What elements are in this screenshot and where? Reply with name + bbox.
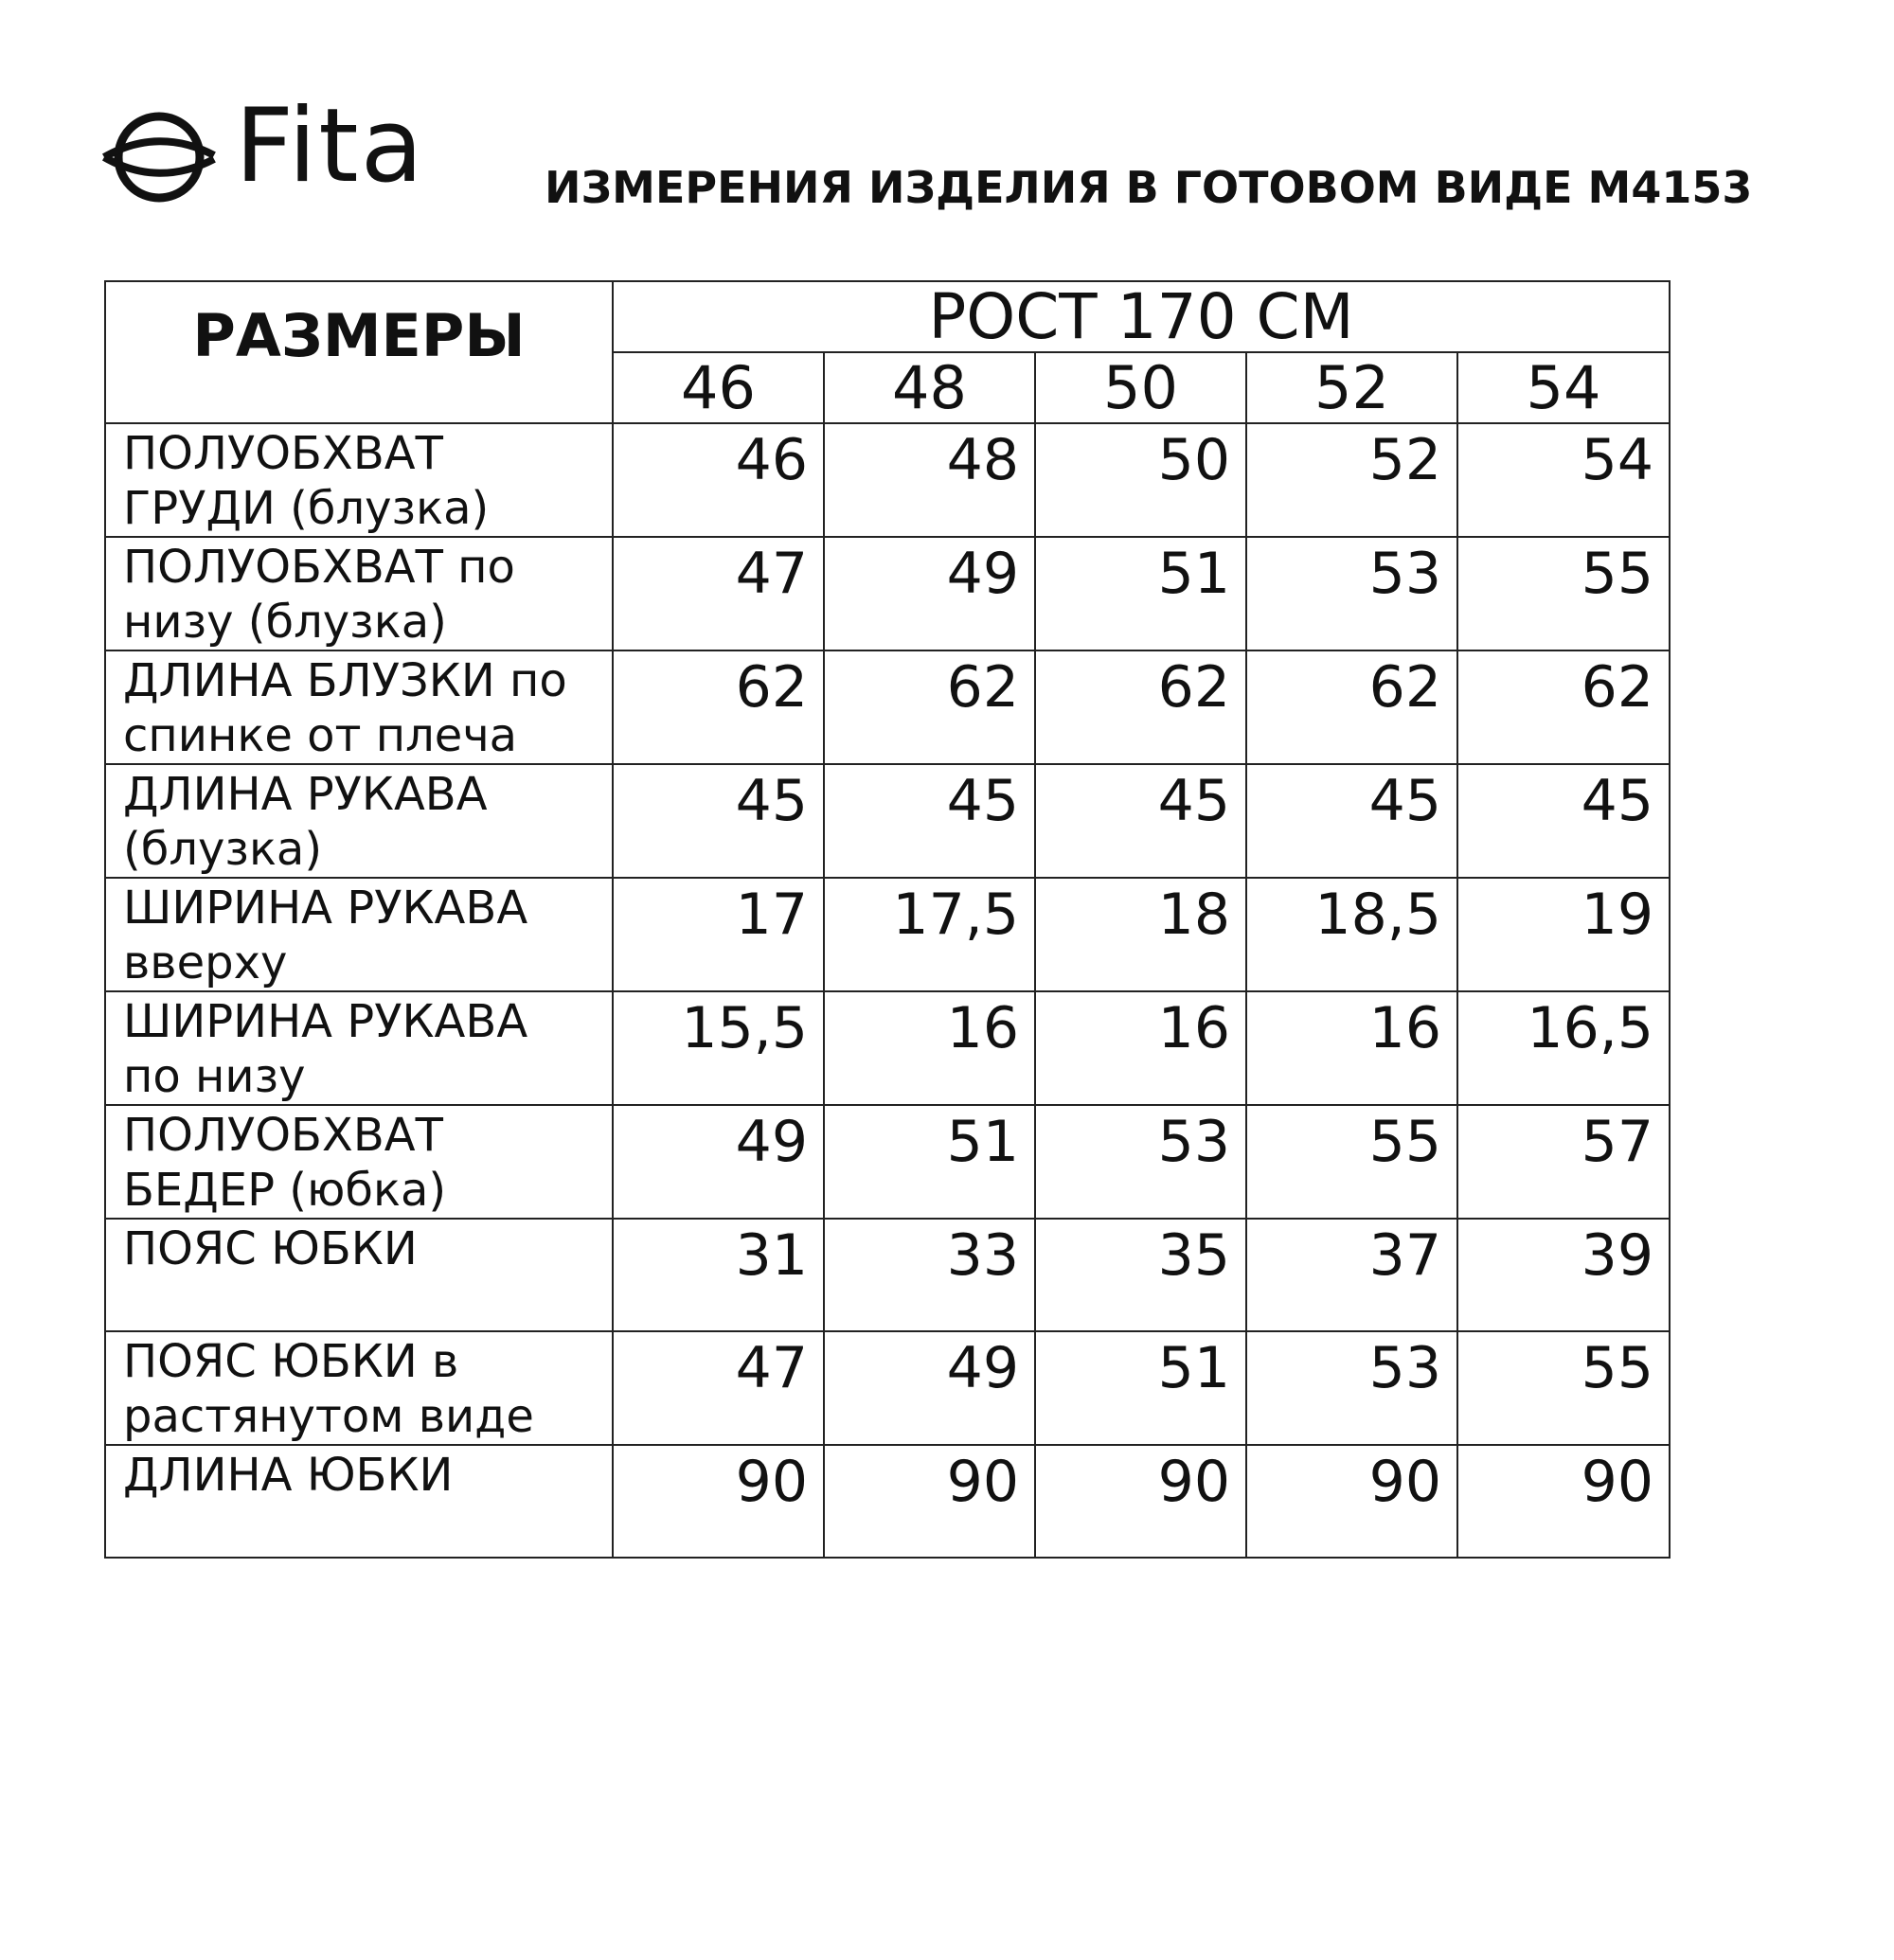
measurement-value: 53	[1035, 1105, 1246, 1219]
size-column-header: 48	[824, 352, 1035, 423]
measurement-value: 49	[824, 537, 1035, 650]
measurement-label: ДЛИНА БЛУЗКИ по спинке от плеча	[105, 650, 613, 764]
measurement-value: 51	[824, 1105, 1035, 1219]
measurement-value: 62	[613, 650, 824, 764]
table-row	[105, 764, 1670, 878]
measurement-label: ПОЯС ЮБКИ в растянутом виде	[105, 1331, 613, 1445]
measurement-label: ДЛИНА ЮБКИ	[105, 1445, 613, 1558]
measurement-value: 45	[1457, 764, 1670, 878]
measurement-value: 57	[1457, 1105, 1670, 1219]
size-column-header: 46	[613, 352, 824, 423]
fita-theta-logo-icon	[102, 104, 225, 208]
measurement-value: 62	[824, 650, 1035, 764]
measurement-value: 51	[1035, 537, 1246, 650]
document-title: ИЗМЕРЕНИЯ ИЗДЕЛИЯ В ГОТОВОМ ВИДЕ М4153	[545, 162, 1753, 213]
measurement-value: 90	[613, 1445, 824, 1558]
measurement-label: ДЛИНА РУКАВА (блузка)	[105, 764, 613, 878]
measurement-value: 17,5	[824, 878, 1035, 991]
brand-name: Fita	[235, 87, 425, 205]
measurement-value: 16,5	[1457, 991, 1670, 1105]
measurement-value: 51	[1035, 1331, 1246, 1445]
measurement-value: 49	[613, 1105, 824, 1219]
measurement-value: 55	[1457, 537, 1670, 650]
table-row	[105, 1219, 1670, 1331]
measurement-value: 35	[1035, 1219, 1246, 1331]
measurement-value: 52	[1246, 423, 1457, 537]
measurement-label: ПОЯС ЮБКИ	[105, 1219, 613, 1331]
measurement-value: 53	[1246, 1331, 1457, 1445]
size-column-header: 52	[1246, 352, 1457, 423]
brand-logo	[102, 87, 425, 208]
measurement-value: 49	[824, 1331, 1035, 1445]
measurement-value: 90	[1457, 1445, 1670, 1558]
measurement-value: 45	[1246, 764, 1457, 878]
table-row	[105, 1445, 1670, 1558]
measurement-value: 45	[824, 764, 1035, 878]
sizes-header-cell	[105, 281, 613, 423]
measurement-label: ШИРИНА РУКАВА по низу	[105, 991, 613, 1105]
measurement-value: 55	[1457, 1331, 1670, 1445]
measurement-value: 90	[824, 1445, 1035, 1558]
table-row	[105, 991, 1670, 1105]
sizes-header-label: РАЗМЕРЫ	[192, 301, 526, 370]
measurement-value: 55	[1246, 1105, 1457, 1219]
measurement-value: 33	[824, 1219, 1035, 1331]
measurement-value: 47	[613, 1331, 824, 1445]
measurement-label: ПОЛУОБХВАТ ГРУДИ (блузка)	[105, 423, 613, 537]
measurement-value: 18,5	[1246, 878, 1457, 991]
measurement-value: 62	[1035, 650, 1246, 764]
table-header-row	[105, 281, 1670, 352]
measurement-value: 37	[1246, 1219, 1457, 1331]
measurement-value: 53	[1246, 537, 1457, 650]
measurement-value: 45	[613, 764, 824, 878]
measurement-value: 62	[1246, 650, 1457, 764]
measurement-value: 39	[1457, 1219, 1670, 1331]
measurement-value: 16	[1246, 991, 1457, 1105]
measurement-value: 90	[1035, 1445, 1246, 1558]
table-row	[105, 1331, 1670, 1445]
measurement-value: 31	[613, 1219, 824, 1331]
measurement-value: 17	[613, 878, 824, 991]
measurement-value: 16	[824, 991, 1035, 1105]
measurement-value: 46	[613, 423, 824, 537]
measurement-value: 15,5	[613, 991, 824, 1105]
size-column-header: 54	[1457, 352, 1670, 423]
measurement-value: 19	[1457, 878, 1670, 991]
table-row	[105, 878, 1670, 991]
table-row	[105, 650, 1670, 764]
measurement-label: ПОЛУОБХВАТ БЕДЕР (юбка)	[105, 1105, 613, 1219]
size-column-header: 50	[1035, 352, 1246, 423]
table-row	[105, 1105, 1670, 1219]
measurement-value: 18	[1035, 878, 1246, 991]
table-row	[105, 423, 1670, 537]
measurement-value: 50	[1035, 423, 1246, 537]
size-chart-table	[104, 280, 1671, 1559]
measurement-value: 54	[1457, 423, 1670, 537]
measurement-label: ШИРИНА РУКАВА вверху	[105, 878, 613, 991]
measurement-value: 62	[1457, 650, 1670, 764]
measurement-value: 45	[1035, 764, 1246, 878]
measurement-value: 48	[824, 423, 1035, 537]
table-row	[105, 537, 1670, 650]
measurement-value: 16	[1035, 991, 1246, 1105]
measurement-label: ПОЛУОБХВАТ по низу (блузка)	[105, 537, 613, 650]
measurement-value: 47	[613, 537, 824, 650]
height-header-cell: РОСТ 170 СМ	[613, 281, 1670, 352]
measurement-value: 90	[1246, 1445, 1457, 1558]
